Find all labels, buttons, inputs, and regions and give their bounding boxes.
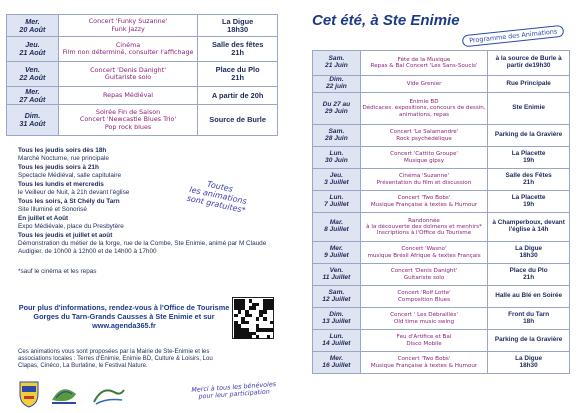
page-title: Cet été, à Ste Enimie	[312, 12, 460, 29]
schedule-date: Mer. 20 Août	[7, 15, 59, 37]
schedule-date: Sam. 12 Juillet	[313, 286, 361, 308]
info-heading: Tous les jeudis soirs dès 18h	[18, 147, 107, 154]
schedule-event: Cinéma 'Suzanne' Présentation du film et discussion	[360, 169, 487, 191]
info-body: Démonstration du métier de la forge, rue de la Combe, Ste Enimie, animé par M Claude Audigier. de 10h00 à 12h00 et de 14h00 à 17h00	[18, 240, 267, 255]
schedule-row	[313, 125, 570, 147]
schedule-date: Dim. 22 juin	[313, 76, 361, 93]
schedule-event: Feu d'Artifice et Bal Disco Mobile	[360, 330, 487, 352]
schedule-place: La Placette 19h	[488, 147, 570, 169]
schedule-place: La Digue 18h30	[198, 15, 278, 37]
free-events-note: Toutes les animations sont gratuites*	[185, 179, 248, 216]
schedule-event: Vide Grenier	[360, 76, 487, 93]
left-panel	[0, 0, 292, 413]
schedule-event: Concert 'Cattito Groupe' Musique gipsy	[360, 147, 487, 169]
schedule-row	[313, 93, 570, 125]
schedule-event: Concert 'Denis Danight' Guitariste solo	[58, 62, 197, 87]
schedule-row	[313, 51, 570, 76]
schedule-place: La Placette 19h	[488, 191, 570, 213]
partner-logos	[16, 378, 176, 408]
schedule-event: Concert 'Two Bobs' Musique Française à textes & Humour	[360, 352, 487, 374]
schedule-date: Mar. 8 Juillet	[313, 213, 361, 242]
schedule-row	[313, 242, 570, 264]
schedule-row	[313, 191, 570, 213]
schedule-event: Concert 'Funky Suzanne' Funk Jazzy	[58, 15, 197, 37]
qr-code-icon	[232, 297, 274, 339]
schedule-row	[7, 87, 278, 105]
schedule-event: Repas Médiéval	[58, 87, 197, 105]
schedule-date: Lun. 7 Juillet	[313, 191, 361, 213]
schedule-place: Place du Plo 21h	[198, 62, 278, 87]
schedule-place: Parking de la Gravière	[488, 330, 570, 352]
schedule-date: Lun. 30 Juin	[313, 147, 361, 169]
right-panel	[292, 0, 585, 413]
schedule-date: Jeu. 3 Juillet	[313, 169, 361, 191]
partners-text: Ces animations vous sont proposées par la Mairie de Ste-Enimie et les associations locales : Terres d'Enimie, Enimie BD, Culture & Loisirs, Lou Clapas, Cinéco, La Burlatine, le Festival Nature.	[18, 348, 213, 370]
schedule-row	[313, 264, 570, 286]
schedule-event: Concert 'Denis Danight' Guitariste solo	[360, 264, 487, 286]
schedule-row	[313, 76, 570, 93]
footnote: *sauf le cinéma et les repas	[18, 268, 97, 275]
schedule-row	[313, 286, 570, 308]
schedule-event: Concert 'Le Salamandre' Rock psychédélique	[360, 125, 487, 147]
program-badge: Programme des Animations	[462, 25, 565, 48]
schedule-place: Ste Enimie	[488, 93, 570, 125]
schedule-row	[313, 169, 570, 191]
schedule-place: Front du Tarn 18h	[488, 308, 570, 330]
schedule-date: Ven. 22 Août	[7, 62, 59, 87]
right-schedule-table	[312, 50, 570, 374]
info-body: Site Illuminé et Sonorisé	[18, 205, 87, 213]
schedule-place: Halle au Blé en Soirée	[488, 286, 570, 308]
schedule-row	[7, 62, 278, 87]
schedule-place: Salle des Fêtes 21h	[488, 169, 570, 191]
schedule-row	[7, 15, 278, 37]
schedule-place: Parking de la Gravière	[488, 125, 570, 147]
schedule-date: Dim. 31 Août	[7, 105, 59, 136]
schedule-event: Concert 'Two Bobs' Musique Française à textes & Humour	[360, 191, 487, 213]
schedule-place: A partir de 20h	[198, 87, 278, 105]
schedule-event: Randonnée à la découverte des dolmens et menhirs* Inscriptions à l'Office du Tourisme	[360, 213, 487, 242]
schedule-date: Sam. 28 Juin	[313, 125, 361, 147]
schedule-event: Concert ' Les Débraillés' Old time music swing	[360, 308, 487, 330]
schedule-date: Lun. 14 Juillet	[313, 330, 361, 352]
schedule-row	[313, 352, 570, 374]
info-heading: Tous les soirs, à St Chély du Tarn	[18, 198, 120, 206]
tourist-office-contact: Pour plus d'informations, rendez-vous à l'Office de Tourisme Gorges du Tarn-Grands Causses à Ste Enimie et sur www.agenda365.fr	[18, 303, 230, 330]
info-body: Spectacle Médiéval, salle capitulaire	[18, 171, 122, 179]
info-body: le Veilleur de Nuit, à 21h devant l'église	[18, 188, 130, 196]
info-heading: Tous les jeudis et juillet et août	[18, 232, 113, 240]
schedule-event: Fête de la Musique Repas & Bal Concert 'Les Sans-Soucis'	[360, 51, 487, 76]
schedule-place: Source de Burle	[198, 105, 278, 136]
info-heading: Tous les lundis et mercredis	[18, 181, 104, 189]
info-heading: Tous les jeudis soirs à 21h	[18, 164, 99, 172]
schedule-place: La Digue 18h30	[488, 352, 570, 374]
schedule-date: Ven. 11 Juillet	[313, 264, 361, 286]
schedule-row	[7, 105, 278, 136]
commune-crest-icon	[20, 382, 38, 407]
schedule-event: Cinéma Film non déterminé, consulter l'affichage	[58, 37, 197, 62]
schedule-date: Mer. 9 Juillet	[313, 242, 361, 264]
schedule-event: Enimie BD Dédicaces, expositions, concours de dessin, animations, repas	[360, 93, 487, 125]
schedule-place: Rue Principale	[488, 76, 570, 93]
schedule-row	[313, 147, 570, 169]
gorges-tarn-logo-icon	[94, 390, 124, 404]
thanks-volunteers: Merci à tous les bénévoles pour leur participation	[191, 380, 277, 401]
schedule-place: Salle des fêtes 21h	[198, 37, 278, 62]
schedule-row	[313, 330, 570, 352]
schedule-place: Place du Plo 21h	[488, 264, 570, 286]
schedule-place: La Digue 18h30	[488, 242, 570, 264]
schedule-date: Dim. 13 Juillet	[313, 308, 361, 330]
schedule-date: Mer. 27 Août	[7, 87, 59, 105]
schedule-place: à la source de Burle à partir de19h30	[488, 51, 570, 76]
terres-denimie-logo-icon	[52, 389, 76, 404]
left-schedule-table	[6, 14, 278, 136]
schedule-row	[313, 308, 570, 330]
schedule-date: Sam. 21 Juin	[313, 51, 361, 76]
schedule-row	[7, 37, 278, 62]
schedule-row	[313, 213, 570, 242]
schedule-event: Concert 'Rolf Lotte' Composition Blues	[360, 286, 487, 308]
schedule-date: Mer. 16 Juillet	[313, 352, 361, 374]
schedule-date: Du 27 au 29 Juin	[313, 93, 361, 125]
info-heading: En juillet et Août	[18, 215, 69, 223]
schedule-date: Jeu. 21 Août	[7, 37, 59, 62]
schedule-event: Concert 'Wasno' musique Brésil Afrique & textes Français	[360, 242, 487, 264]
schedule-event: Soirée Fin de Saison Concert 'Newcastle Blues Trio' Pop rock blues	[58, 105, 197, 136]
info-body: Marché Nocturne, rue principale	[18, 154, 109, 162]
info-body: Expo Médiévale, place du Presbytère	[18, 222, 124, 230]
schedule-place: à Champerboux, devant l'église à 14h	[488, 213, 570, 242]
